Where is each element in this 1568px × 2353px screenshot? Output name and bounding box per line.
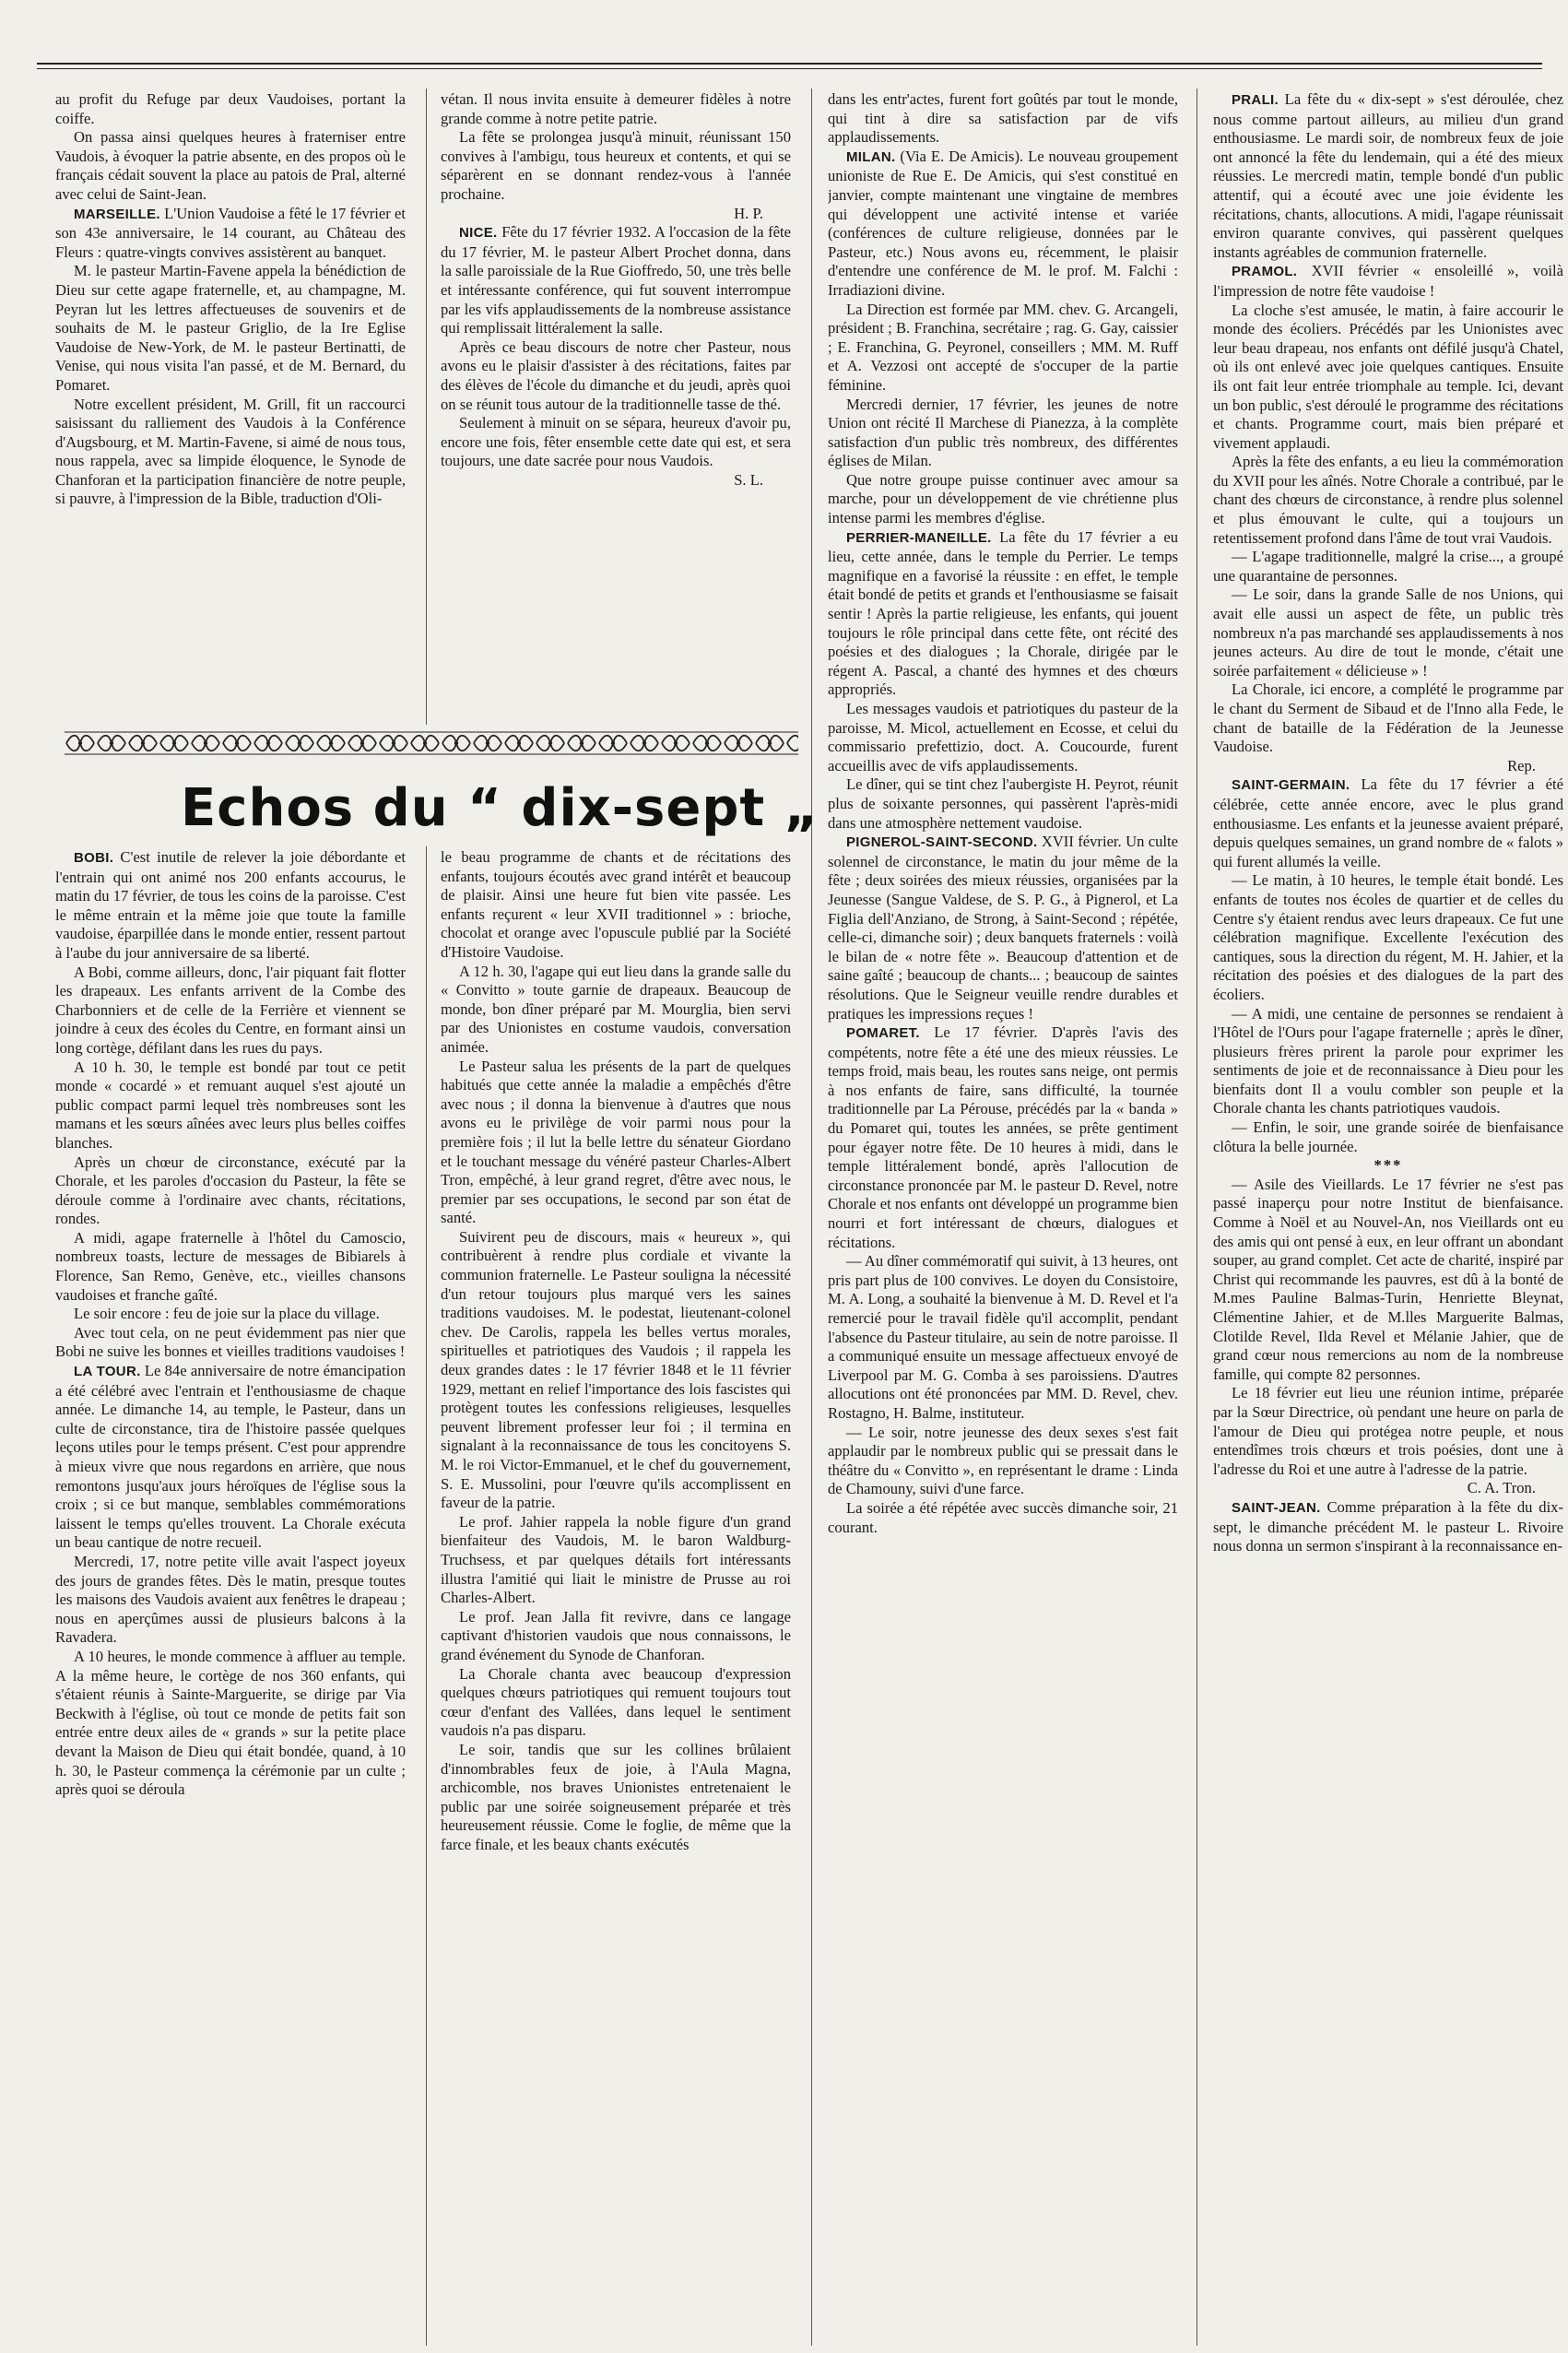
paragraph-text: Après un chœur de circonstance, exécuté par la Chorale, et les paroles d'occasion du Pasteur, la fête se déroule comme à l'ordinaire avec chants, récitations, rondes. <box>55 1153 406 1228</box>
paragraph-text: Le 18 février eut lieu une réunion intime, préparée par la Sœur Directrice, où pendant une heure on parla de l'amour de Dieu qui protégea notre peuple, et nous entendîmes trois chœurs et trois poésies, dont une à l'adresse du Roi et une autre à l'adresse de la patrie. <box>1213 1384 1563 1478</box>
paragraph-text: M. le pasteur Martin-Favene appela la bénédiction de Dieu sur cette agape fraternelle, et, au champagne, M. Peyran lut les lettres affectueuses de souvenirs et de souhaits de M. le pasteur Griglio, de la Ire Eglise Vaudoise de New-York, de M. le pasteur Bertinatti, de Venise, qui nous visita l'an passé, et de M. Bernard, du Pomaret. <box>55 262 406 394</box>
paragraph-text: La fête du 17 février a été célébrée, cette année encore, avec le plus grand enthousiasme. Les enfants et la jeunesse avaient préparé, depuis quelques semaines, un grand nombre de « falots » qui furent allumés la veille. <box>1213 775 1563 870</box>
column-2-top <box>441 90 791 725</box>
paragraph-text: — Le soir, notre jeunesse des deux sexes s'est fait applaudir par le nombreux public qui se pressait dans le théâtre du « Convitto », en représentant le drame : Linda de Chamouny, suivi d'une farce. <box>828 1423 1178 1498</box>
signature <box>441 205 791 224</box>
paragraph <box>55 964 406 1058</box>
paragraph <box>1213 680 1563 756</box>
paragraph <box>828 396 1178 471</box>
top-rule <box>37 63 1542 65</box>
paragraph <box>441 1513 791 1608</box>
paragraph-text: Rep. <box>1507 756 1536 774</box>
section-heading: SAINT-GERMAIN. <box>1232 777 1350 794</box>
paragraph-text: Après la fête des enfants, a eu lieu la commémoration du XVII pour les aînés. Notre Chorale a contribué, par le chant des chœurs de circonstance, à rendre plus solennel et plus émouvant le culte, qui a toujours un retentissement profond dans l'âme de tout vrai Vaudois. <box>1213 453 1563 547</box>
paragraph-text: XVII février. Un culte solennel de circonstance, le matin du jour même de la fête ; deux soirées des mieux réussies, organisées par la Jeunesse (Sangue Valdese, de S. P. G., à Pignerol, et La Figlia dell'Anziano, de Strong, à Saint-Second ; répétée, celle-ci, dimanche soir) ; deux banquets fraternels : voilà le bilan de « notre fête ». Beaucoup d'attention et de saine gaîté ; beaucoup de chants... ; beaucoup de saintes résolutions. Que le Seigneur veuille rendre durables et pratiques les impressions reçues ! <box>828 833 1178 1023</box>
section-headline: Echos du “ dix-sept „ <box>181 778 819 838</box>
paragraph-text: A 10 h. 30, le temple est bondé par tout ce petit monde « cocardé » et remuant auquel s'est ajouté un public compact parmi lequel très nombreuses sont les mamans et les sœurs aînées avec leurs plus belles coiffes blanches. <box>55 1058 406 1152</box>
paragraph-text: Le prof. Jahier rappela la noble figure d'un grand bienfaiteur des Vaudois, M. le baron Waldburg-Truchsess, et par quelques détails fort intéressants illustra l'amitié qui liait le ministre de Prusse au roi Charles-Albert. <box>441 1512 791 1607</box>
paragraph-text: La Chorale, ici encore, a complété le programme par le chant du Serment de Sibaud et de l'Inno alla Fede, le chant de bataille de la Fédération de la Jeunesse Vaudoise. <box>1213 680 1563 756</box>
section-heading: PRALI. <box>1232 92 1279 108</box>
paragraph-text: Que notre groupe puisse continuer avec amour sa marche, pour un développement de vie chrétienne plus intense parmi les membres d'église. <box>828 470 1178 527</box>
paragraph-text: A Bobi, comme ailleurs, donc, l'air piquant fait flotter les drapeaux. Les enfants arrivent de la Combe des Charbonniers et de celle de la Ferrière et viennent se joindre à ceux des écoles du Centre, en formant ainsi un long cortège, défilant dans les rues du pays. <box>55 963 406 1057</box>
paragraph <box>1213 1118 1563 1156</box>
paragraph-text: — Enfin, le soir, une grande soirée de bienfaisance clôtura la belle journée. <box>1213 1118 1563 1155</box>
paragraph <box>55 1305 406 1324</box>
paragraph <box>1213 262 1563 301</box>
paragraph <box>55 1553 406 1648</box>
paragraph <box>1213 1005 1563 1119</box>
paragraph-text: — Le matin, à 10 heures, le temple était bondé. Les enfants de toutes nos écoles de quartier et de celles du Centre s'y étaient rendus avec leurs drapeaux. Ce fut une célébration magnifique. Excellente l'exécution des cantiques, sous la direction du régent, M. H. Jahier, et la récitation des poésies et des dialogues de la part des écoliers. <box>1213 871 1563 1003</box>
paragraph <box>55 1229 406 1305</box>
paragraph-text: Notre excellent président, M. Grill, fit un raccourci saisissant du ralliement des Vaudois à la Conférence d'Augsbourg, et M. Martin-Favene, si aimé de nous tous, nous rappela, avec sa limpide éloquence, le Synode de Chanforan et la participation financière de notre peuple, si pauvre, à l'impression de la Bible, traduction d'Oli- <box>55 395 406 508</box>
paragraph <box>828 775 1178 833</box>
paragraph <box>1213 1176 1563 1385</box>
paragraph <box>55 848 406 964</box>
paragraph-text: On passa ainsi quelques heures à fraterniser entre Vaudois, à évoquer la patrie absente, en des propos où le français cédait souvent la place au patois de Pral, alterné avec celui de Saint-Jean. <box>55 128 406 203</box>
paragraph-text: A 10 heures, le monde commence à affluer au temple. A la même heure, le cortège de nos 360 enfants, qui s'étaient réunis à Sainte-Marguerite, se dirige par Via Beckwith à l'église, où tout ce monde de petits fait son entrée entre deux ailes de « grands » sur la petite place devant la Maison de Dieu qui était bondée, quand, à 10 h. 30, le Pasteur commença la cérémonie par un culte ; après quoi se déroula <box>55 1647 406 1799</box>
paragraph <box>441 1058 791 1228</box>
paragraph-text: (Via E. De Amicis). Le nouveau groupement unioniste de Rue E. De Amicis, qui s'est constitué en janvier, compte maintenant une vingtaine de membres qui développent une activité intense et variée (conférences de culture religieuse, données par le Pasteur, etc.) Nous avons eu, récemment, le plaisir d'entendre une conférence de M. le prof. M. Falchi : Irradiazioni divine. <box>828 147 1178 299</box>
paragraph <box>441 1665 791 1741</box>
paragraph-text: Suivirent peu de discours, mais « heureux », qui contribuèrent à rendre plus cordiale et vivante la communion fraternelle. Le Pasteur souligna la nécessité d'un retour toujours plus marqué vers les saines traditions vaudoises. M. le podestat, lieutenant-colonel chev. De Carolis, rappela les belles vertus morales, spirituelles et patriotiques des Vaudois ; il rappela les deux grandes dates : le 17 février 1848 et le 11 février 1929, mettant en relief l'importance des lois fascistes qui protègent toutes les confessions religieuses, lesquelles peuvent librement professer leur foi ; il termina en signalant à la reconnaissance de tous les concitoyens S. M. le roi Victor-Emmanuel, et le chef du gouvernement, S. E. Mussolini, pour l'œuvre qu'ils accomplissent en faveur de la patrie. <box>441 1227 791 1512</box>
paragraph <box>1213 775 1563 871</box>
signature <box>1213 1479 1563 1498</box>
paragraph <box>441 1741 791 1855</box>
paragraph-text: le beau programme de chants et de récitations des enfants, toujours écoutés avec grand intérêt et beaucoup de plaisir. Ainsi une heure fut bien vite passée. Les enfants reçurent « leur XVII traditionnel » : brioche, chocolat et orange avec l'opuscule publié par la Société d'Histoire Vaudoise. <box>441 848 791 961</box>
paragraph <box>828 833 1178 1023</box>
paragraph-text: Le dîner, qui se tint chez l'aubergiste H. Peyrot, réunit plus de soixante personnes, qui passèrent l'après-midi dans une atmosphère nettement vaudoise. <box>828 775 1178 832</box>
paragraph <box>828 1424 1178 1499</box>
paragraph <box>441 1608 791 1665</box>
paragraph-text: Seulement à minuit on se sépara, heureux d'avoir pu, encore une fois, fêter ensemble cette date qui est, et sera toujours, une date sacrée pour nous Vaudois. <box>441 414 791 470</box>
paragraph-text: La soirée a été répétée avec succès dimanche soir, 21 courant. <box>828 1498 1178 1536</box>
paragraph-text: — Asile des Vieillards. Le 17 février ne s'est pas passé inaperçu pour notre Institut de bienfaisance. Comme à Noël et au Nouvel-An, nos Vieillards ont eu des amis qui ont pensé à eux, en leur offrant un abondant souper, au grand complet. Cet acte de charité, inspiré par Christ qui recommande les pauvres, est dû à la bonté de M.mes Pauline Balmas-Turin, Henriette Bleynat, Clémentine Jahier, et de M.lles Marguerite Balmas, Clotilde Revel, Ilda Revel et Mélanie Jahier, que de grand cœur nous remercions au nom de la nombreuse famille, qui compte 82 personnes. <box>1213 1175 1563 1383</box>
paragraph-text: A 12 h. 30, l'agape qui eut lieu dans la grande salle du « Convitto » toute garnie de drapeaux. Beaucoup de monde, bon dîner préparé par M. Mourglia, bien servi par des Unionistes en costume vaudois, conversation animée. <box>441 962 791 1056</box>
paragraph-text: XVII février « ensoleillé », voilà l'impression de notre fête vaudoise ! <box>1213 262 1563 300</box>
paragraph <box>828 471 1178 528</box>
paragraph-text: Fête du 17 février 1932. A l'occasion de la fête du 17 février, M. le pasteur Albert Prochet donna, dans la salle paroissiale de la Rue Gioffredo, 50, une très belle et intéressante conférence, qui fut souvent interrompue par les vifs applaudissements de la nombreuse assistance qui remplissait littéralement la salle. <box>441 223 791 337</box>
paragraph <box>441 128 791 204</box>
paragraph-text: Le 17 février. D'après l'avis des compétents, notre fête a été une des mieux réussies. Le temps froid, mais beau, les routes sans neige, ont permis à nos enfants de faire, sans difficulté, la tournée traditionnelle par La Pérouse, précédés par la « banda » du Pomaret qui, toutes les années, se prête gentiment pour égayer notre fête. De 10 heures à midi, dans le temple littéralement bondé, après l'allocution de circonstance prononcée par M. le pasteur D. Revel, notre Chorale et nos enfants ont développé un programme bien nourri et fort intéressant de chœurs, dialogues et récitations. <box>828 1023 1178 1251</box>
ornamental-border <box>65 731 798 755</box>
section-heading: PERRIER-MANEILLE. <box>846 529 992 546</box>
paragraph <box>55 128 406 204</box>
paragraph-text: vétan. Il nous invita ensuite à demeurer fidèles à notre grande comme à notre petite patrie. <box>441 90 791 127</box>
paragraph-text: La Chorale chanta avec beaucoup d'expression quelques chœurs patriotiques qui remuent toujours tout cœur d'enfant des Vallées, dans lequel le sentiment vaudois n'a pas disparu. <box>441 1664 791 1740</box>
paragraph-text: La Direction est formée par MM. chev. G. Arcangeli, président ; B. Franchina, secrétaire ; rag. G. Gay, caissier ; E. Franchina, G. Peyronel, conseillers ; MM. M. Ruff et A. Vezzosi ont accepté de s'occuper de la partie féminine. <box>828 300 1178 394</box>
paragraph-text: Mercredi dernier, 17 février, les jeunes de notre Union ont récité Il Marchese di Pianezza, à la complète satisfaction d'un public très nombreux, des différentes églises de Milan. <box>828 395 1178 470</box>
column-4 <box>1213 90 1563 2340</box>
paragraph <box>828 1023 1178 1252</box>
section-heading: LA TOUR. <box>74 1364 141 1380</box>
paragraph-text: L'Union Vaudoise a fêté le 17 février et son 43e anniversaire, le 14 courant, au Château des Fleurs : quatre-vingts convives assistèrent au banquet. <box>55 204 406 261</box>
paragraph-text: Avec tout cela, on ne peut évidemment pas nier que Bobi ne suive les bonnes et vieilles traditions vaudoises ! <box>55 1323 406 1361</box>
paragraph-text: Comme préparation à la fête du dix-sept, le dimanche précédent M. le pasteur L. Rivoire nous donna un sermon s'inspirant à la reconnaissance en- <box>1213 1497 1563 1555</box>
paragraph-text: Le 84e anniversaire de notre émancipation a été célébré avec l'entrain et l'enthousiasme de chaque année. Le dimanche 14, au temple, le Pasteur, dans un culte de circonstance, tira de l'histoire passée quelques leçons utiles pour le temps présent. C'est pour apprendre à mieux vivre que nous regardons en arrière, que nous remontons jusqu'aux jours héroïques de l'église sous la croix ; si ce but manque, semblables commémorations laissent le temps qu'elles trouvent. La Chorale exécuta un beau cantique de notre recueil. <box>55 1362 406 1552</box>
paragraph-text: Mercredi, 17, notre petite ville avait l'aspect joyeux des jours de grandes fêtes. Dès le matin, presque toutes les maisons des Vaudois avaient aux fenêtres le drapeau ; nous en aperçûmes aussi de plusieurs balcons à la Ravadera. <box>55 1552 406 1647</box>
section-heading: POMARET. <box>846 1025 920 1042</box>
paragraph-text: — Le soir, dans la grande Salle de nos Unions, qui avait elle aussi un aspect de fête, un public très nombreux n'a pas marchandé ses applaudissements à nos jeunes acteurs. Au dire de tout le monde, c'était une soirée parfaitement « délicieuse » ! <box>1213 585 1563 680</box>
paragraph-text: *** <box>1373 1156 1403 1175</box>
paragraph-text: H. P. <box>734 204 763 222</box>
paragraph-text: La cloche s'est amusée, le matin, à faire accourir le monde des écoliers. Précédés par les Unionistes avec leur beau drapeau, nos enfants ont défilé jusqu'à Chatel, où ils ont enlevé avec joie quelques cantiques. Ensuite ils ont fait leur entrée triomphale au temple. Ici, devant un bon public, s'est déroulé le programme des récitations et chants. Programme court, mais bien préparé et vivement applaudi. <box>1213 301 1563 452</box>
paragraph <box>828 1252 1178 1423</box>
paragraph-text: A midi, agape fraternelle à l'hôtel du Camoscio, nombreux toasts, lecture de messages de Bibiarels à Florence, San Remo, Genève, etc., vieilles chansons vaudoises et franche gaîté. <box>55 1228 406 1304</box>
paragraph <box>55 1362 406 1553</box>
top-rule-thin <box>37 68 1542 69</box>
paragraph <box>1213 90 1563 262</box>
paragraph <box>55 1648 406 1800</box>
column-1-top <box>55 90 406 725</box>
paragraph-text: S. L. <box>734 470 763 489</box>
paragraph <box>1213 871 1563 1004</box>
paragraph <box>55 205 406 263</box>
paragraph-text: Le Pasteur salua les présents de la part de quelques habitués que cette année la maladie a empêchés d'être avec nous ; il donna la bienvenue à d'autres que nous avons eu le privilège de voir parmi nous pour la première fois ; il lut la belle lettre du sénateur Giordano et le touchant message du vénéré pasteur Charles-Albert Tron, empêché, à leur grand regret, d'être avec nous, le premier par ses occupations, le second par son état de santé. <box>441 1057 791 1227</box>
paragraph-text: La fête se prolongea jusqu'à minuit, réunissant 150 convives à l'ambigu, tous heureux et contents, et qui se séparèrent en se donnant rendez-vous à l'année prochaine. <box>441 128 791 203</box>
paragraph <box>1213 453 1563 548</box>
section-heading: PRAMOL. <box>1232 264 1298 280</box>
paragraph-text: Le soir encore : feu de joie sur la place du village. <box>74 1305 380 1323</box>
paragraph-text: au profit du Refuge par deux Vaudoises, portant la coiffe. <box>55 90 406 127</box>
paragraph-text: C'est inutile de relever la joie débordante et l'entrain qui ont animé nos 200 enfants accourus, le matin du 17 février, de tous les coins de la paroisse. C'est le même entrain et la même joie que toute la famille vaudoise, éparpillée dans le monde entier, ressent partout à l'aube du jour anniversaire de sa liberté. <box>55 848 406 962</box>
paragraph <box>1213 1498 1563 1556</box>
paragraph <box>828 148 1178 301</box>
paragraph <box>1213 548 1563 585</box>
paragraph-text: Après ce beau discours de notre cher Pasteur, nous avons eu le plaisir d'assister à des récitations, faites par des élèves de l'école du dimanche et du jeudi, après quoi on se réunit tous autour de la traditionnelle tasse de thé. <box>441 337 791 413</box>
paragraph <box>441 223 791 338</box>
section-heading: MARSEILLE. <box>74 206 160 222</box>
paragraph <box>441 90 791 128</box>
paragraph-text: — L'agape traditionnelle, malgré la crise..., a groupé une quarantaine de personnes. <box>1213 548 1563 585</box>
paragraph <box>1213 585 1563 680</box>
column-2-bottom <box>441 848 791 2340</box>
paragraph <box>828 90 1178 148</box>
paragraph <box>441 414 791 471</box>
paragraph-text: dans les entr'actes, furent fort goûtés par tout le monde, qui tint à dire sa satisfaction par de vifs applaudissements. <box>828 90 1178 147</box>
paragraph <box>55 90 406 128</box>
paragraph <box>828 301 1178 396</box>
signature <box>441 471 791 491</box>
column-1-bottom <box>55 848 406 2340</box>
column-divider <box>426 846 427 2346</box>
paragraph <box>55 396 406 510</box>
paragraph-text: Le soir, tandis que sur les collines brûlaient d'innombrables feux de joie, à l'Aula Magna, archicomble, nos braves Unionistes entretenaient le public par une soirée soigneusement préparée et très heureusement réussie. Come le foglie, de même que la farce finale, et les beaux chants exécutés <box>441 1740 791 1853</box>
paragraph-text: La fête du « dix-sept » s'est déroulée, chez nous comme partout ailleurs, au milieu d'un grand enthousiasme. Le mardi soir, de nombreux feux de joie ont annoncé la fête du lendemain, qui a été des mieux réussies. Le mercredi matin, temple bondé d'un public attentif, qui a écouté avec une joie évidente les récitations, chants, allocutions. A midi, l'agape réunissait environ quarante convives, qui passèrent quelques instants agréables de communion fraternelle. <box>1213 90 1563 261</box>
paragraph <box>828 700 1178 775</box>
paragraph <box>55 1324 406 1362</box>
column-3 <box>828 90 1178 2340</box>
paragraph-text: Les messages vaudois et patriotiques du pasteur de la paroisse, M. Micol, actuellement en Ecosse, et celui du commissario prefettizio, doct. A. Coucourde, furent accueillis avec de vifs applaudissements. <box>828 700 1178 774</box>
paragraph-text: Le prof. Jean Jalla fit revivre, dans ce langage captivant d'historien vaudois que nous connaissons, le grand événement du Synode de Chanforan. <box>441 1607 791 1663</box>
paragraph-text: — A midi, une centaine de personnes se rendaient à l'Hôtel de l'Ours pour l'agape fraternelle ; après le dîner, plusieurs frères prirent la parole pour exprimer les sentiments de joie et de reconnaissance à Dieu pour les bienfaits dont Il a voulu combler son peuple et la Chorale chanta les chants patriotiques vaudois. <box>1213 1004 1563 1117</box>
paragraph <box>828 528 1178 700</box>
paragraph <box>828 1499 1178 1537</box>
column-divider <box>811 89 812 2346</box>
paragraph <box>55 1058 406 1153</box>
signature <box>1213 757 1563 776</box>
paragraph <box>1213 302 1563 454</box>
section-heading: MILAN. <box>846 148 896 165</box>
section-heading: BOBI. <box>74 850 114 866</box>
paragraph-text: — Au dîner commémoratif qui suivit, à 13 heures, ont pris part plus de 100 convives. Le doyen du Consistoire, M. A. Long, a souhaité la bienvenue à M. D. Revel et l'a remercié pour le travail fidèle qu'il accomplit, pendant l'absence du Pasteur titulaire, au sein de notre paroisse. Il a communiqué ensuite un message affectueux envoyé de Liverpool par M. G. Comba à ses paroissiens. D'autres allocutions ont été prononcées par MM. D. Revel, chev. Rostagno, H. Balme, instituteur. <box>828 1252 1178 1422</box>
paragraph <box>441 338 791 414</box>
separator-stars <box>1213 1156 1563 1176</box>
paragraph-text: La fête du 17 février a eu lieu, cette année, dans le temple du Perrier. Le temps magnifique en a favorisé la réussite : en effet, le temple était bondé de petits et grands et l'enthousiasme se faisait sentir ! Après la partie religieuse, les enfants, qui jouent toujours le rôle principal dans cette fête, ont récité des poésies et des dialogues ; la Chorale, dirigée par le régent A. Pascal, a chanté des hymnes et des chœurs appropriés. <box>828 527 1178 699</box>
paragraph <box>55 1153 406 1229</box>
ornament-pattern <box>65 731 798 755</box>
section-heading: NICE. <box>459 225 498 242</box>
section-heading: SAINT-JEAN. <box>1232 1499 1321 1516</box>
paragraph-text: C. A. Tron. <box>1467 1479 1536 1497</box>
section-heading: PIGNEROL-SAINT-SECOND. <box>846 834 1038 851</box>
paragraph <box>441 963 791 1058</box>
paragraph <box>1213 1384 1563 1479</box>
paragraph <box>441 1228 791 1513</box>
paragraph <box>55 262 406 395</box>
paragraph <box>441 848 791 963</box>
column-divider <box>426 89 427 725</box>
